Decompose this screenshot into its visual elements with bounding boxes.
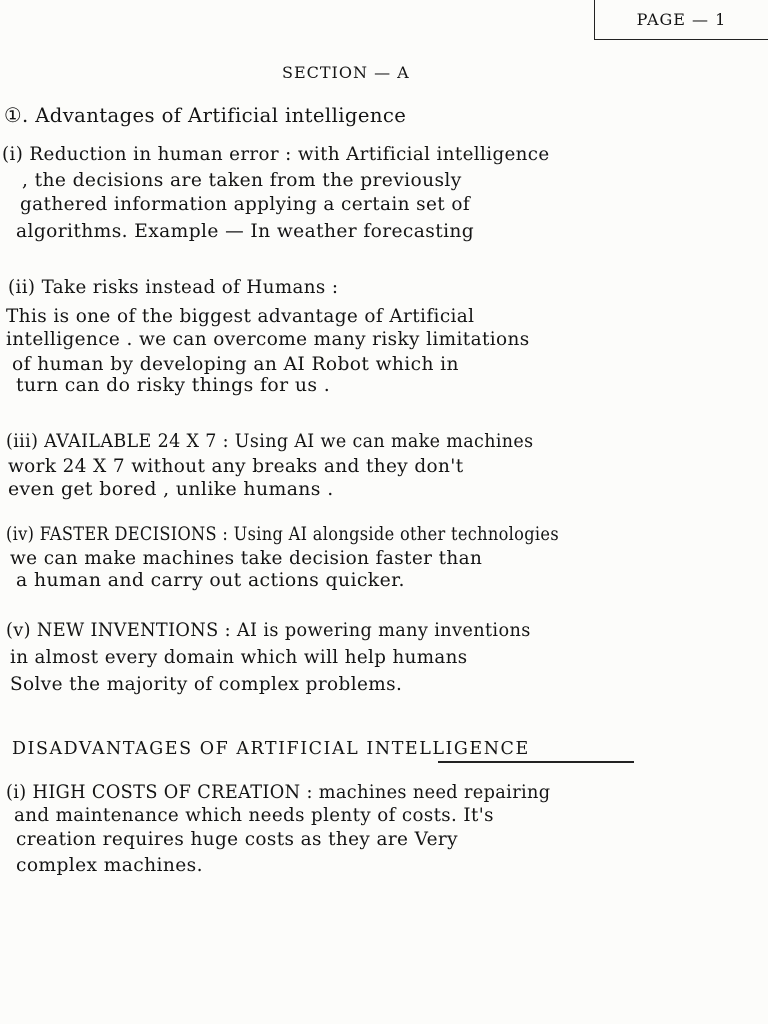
text-line: algorithms. Example — In weather forecasting: [16, 220, 475, 242]
text-line: even get bored , unlike humans .: [8, 478, 334, 500]
subheading-faster-decisions: (iv) FASTER DECISIONS : Using AI alongside other technologies: [6, 523, 559, 545]
heading-disadvantages: DISADVANTAGES OF ARTIFICIAL INTELLIGENCE: [12, 738, 530, 759]
text-line: in almost every domain which will help humans: [10, 646, 468, 668]
text-line: work 24 X 7 without any breaks and they don't: [8, 455, 464, 477]
text-line: (i) Reduction in human error : with Artificial intelligence: [2, 143, 550, 165]
text-line: creation requires huge costs as they are Very: [16, 828, 458, 850]
heading-underline: [438, 761, 634, 763]
subheading-new-inventions: (v) NEW INVENTIONS : AI is powering many inventions: [6, 619, 531, 641]
heading-advantages: ①. Advantages of Artificial intelligence: [4, 103, 407, 127]
text-line: of human by developing an AI Robot which in: [12, 353, 459, 375]
text-line: complex machines.: [16, 854, 203, 876]
subheading-take-risks: (ii) Take risks instead of Humans :: [8, 276, 339, 298]
page-number: PAGE — 1: [636, 10, 727, 29]
text-line: gathered information applying a certain set of: [20, 193, 471, 215]
text-line: turn can do risky things for us .: [16, 374, 331, 396]
text-line: we can make machines take decision faster than: [10, 547, 483, 569]
text-line: a human and carry out actions quicker.: [16, 569, 405, 591]
text-line: intelligence . we can overcome many risky limitations: [6, 328, 530, 350]
text-line: and maintenance which needs plenty of costs. It's: [14, 804, 494, 826]
text-line: This is one of the biggest advantage of Artificial: [6, 305, 475, 327]
page-number-box: [594, 0, 768, 40]
section-title: SECTION — A: [282, 63, 410, 82]
text-line: Solve the majority of complex problems.: [10, 673, 403, 695]
subheading-high-costs: (i) HIGH COSTS OF CREATION : machines need repairing: [6, 781, 551, 803]
text-line: , the decisions are taken from the previously: [22, 169, 462, 191]
subheading-available: (iii) AVAILABLE 24 X 7 : Using AI we can make machines: [6, 430, 534, 452]
